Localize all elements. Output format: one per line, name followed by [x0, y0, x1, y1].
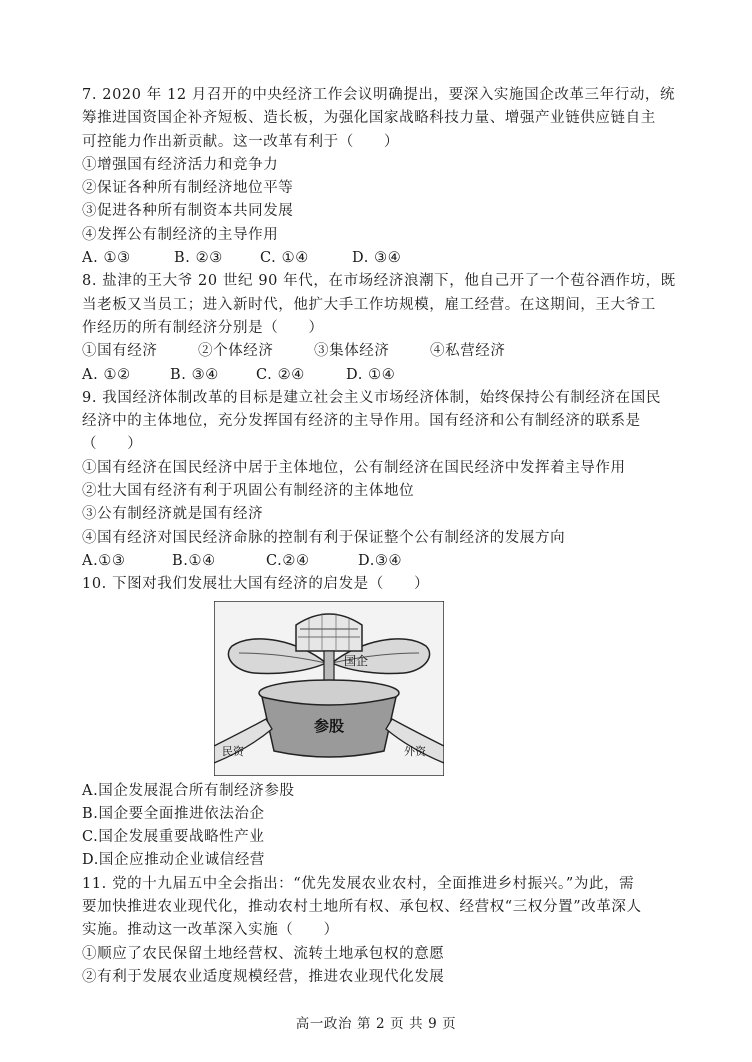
q11-stem-line: 要加快推进农业现代化，推动农村土地所有权、承包权、经营权“三权分置”改革深人	[82, 899, 642, 916]
q7-option-a: A. ①③	[82, 250, 131, 267]
q7-stem-line: 可控能力作出新贡献。这一改革有利于（ ）	[82, 133, 400, 150]
q9-option-a: A.①③	[82, 552, 126, 569]
q9-item: ①国有经济在国民经济中居于主体地位，公有制经济在国民经济中发挥着主导作用	[82, 459, 626, 476]
q8-option-d: D. ①④	[346, 366, 396, 383]
q8-items	[82, 340, 682, 363]
q9-stem-line: 9. 我国经济体制改革的目标是建立社会主义市场经济体制，始终保持公有制经济在国民	[82, 389, 661, 406]
q7-item: ①增强国有经济活力和竞争力	[82, 156, 279, 173]
q9-item: ③公有制经济就是国有经济	[82, 506, 264, 523]
q7-item: ②保证各种所有制经济地位平等	[82, 180, 294, 197]
q10-choice-a: A.国企发展混合所有制经济参股	[82, 782, 295, 799]
q11-stem-line: 11. 党的十九届五中全会指出：“优先发展农业农村，全面推进乡村振兴。”为此，需	[82, 875, 635, 892]
q10-choice-d: D.国企应推动企业诚信经营	[82, 852, 266, 869]
q8-option-c: C. ②④	[256, 366, 305, 383]
q8-item: ③集体经济	[314, 343, 390, 360]
cartoon-figure	[214, 601, 444, 776]
q7-stem-line: 筹推进国资国企补齐短板、造长板，为强化国家战略科技力量、增强产业链供应链自主	[82, 110, 656, 127]
q8-stem-line: 作经历的所有制经济分别是（ ）	[82, 319, 324, 336]
right-hand-label: 外资	[404, 744, 426, 758]
q9-item: ④国有经济对国民经济命脉的控制有利于保证整个公有制经济的发展方向	[82, 529, 566, 546]
q9-item: ②壮大国有经济有利于巩固公有制经济的主体地位	[82, 483, 415, 500]
q7-options	[82, 247, 682, 270]
exam-page	[82, 84, 682, 989]
q7-option-c: C. ①④	[260, 250, 309, 267]
left-hand-label: 民资	[222, 744, 244, 758]
q9-option-b: B.①④	[172, 552, 216, 569]
q8-stem-line: 8. 盐津的王大爷 20 世纪 90 年代，在市场经济浪潮下，他自己开了一个苞谷酒作坊，既	[82, 273, 676, 290]
q9-option-d: D.③④	[358, 552, 403, 569]
q8-item: ①国有经济	[82, 343, 158, 360]
q7-option-d: D. ③④	[352, 250, 402, 267]
q10-stem-line: 10. 下图对我们发展壮大国有经济的启发是（ ）	[82, 576, 430, 593]
q9-stem-line: 经济中的主体地位，充分发挥国有经济的主导作用。国有经济和公有制经济的联系是	[82, 413, 641, 430]
q8-option-a: A. ①②	[82, 366, 131, 383]
q11-item: ①顺应了农民保留土地经营权、流转土地承包权的意愿	[82, 945, 445, 962]
q9-option-c: C.②④	[266, 552, 310, 569]
q9-options	[82, 550, 682, 573]
q8-options	[82, 364, 682, 387]
cartoon-illustration	[214, 601, 444, 776]
q11-item: ②有利于发展农业适度规模经营，推进农业现代化发展	[82, 968, 445, 985]
q10-choice-b: B.国企要全面推进依法治企	[82, 805, 265, 822]
q8-item: ②个体经济	[198, 343, 274, 360]
pot-label: 参股	[314, 716, 345, 735]
q7-item: ③促进各种所有制资本共同发展	[82, 203, 294, 220]
q8-option-b: B. ③④	[170, 366, 219, 383]
q8-stem-line: 当老板又当员工；进入新时代，他扩大手工作坊规模，雇工经营。在这期间，王大爷工	[82, 296, 656, 313]
q9-stem-line: （ ）	[82, 436, 143, 453]
q11-stem-line: 实施。推动这一改革深入实施（ ）	[82, 922, 339, 939]
q8-item: ④私营经济	[430, 343, 506, 360]
building-label: 国企	[344, 653, 369, 668]
q7-item: ④发挥公有制经济的主导作用	[82, 226, 279, 243]
q7-option-b: B. ②③	[174, 250, 223, 267]
q10-choice-c: C.国企发展重要战略性产业	[82, 829, 265, 846]
q7-stem-line: 7. 2020 年 12 月召开的中央经济工作会议明确提出，要深入实施国企改革三年行动，统	[82, 87, 676, 103]
page-footer: 高一政治 第 2 页 共 9 页	[295, 1016, 457, 1032]
